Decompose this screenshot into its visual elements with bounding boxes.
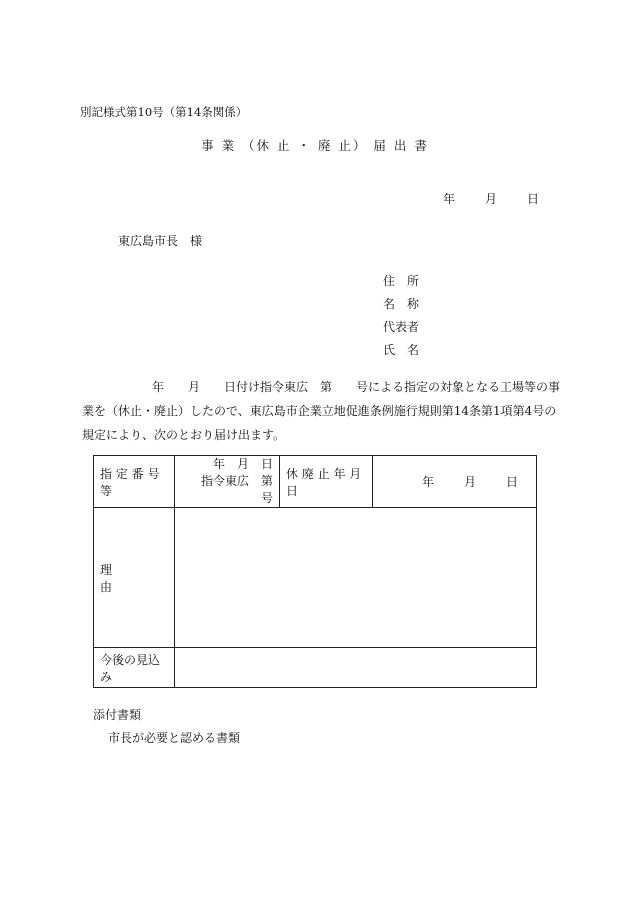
applicant-representative-label: 代表者: [383, 320, 420, 334]
date-month: 月: [485, 192, 498, 206]
attachments-heading: 添付書類: [93, 708, 142, 722]
designation-date: 年 月 日: [212, 457, 273, 471]
designation-number: 指令東広 第 号: [200, 474, 289, 505]
attachments-item: 市長が必要と認める書類: [108, 731, 241, 745]
outlook-label: 今後の見込み: [94, 648, 175, 688]
notification-table: [93, 455, 537, 688]
outlook-field[interactable]: [175, 648, 537, 688]
submission-date: [443, 190, 539, 207]
applicant-address-label: 住 所: [383, 274, 420, 288]
form-number: 別記様式第10号（第14条関係）: [80, 105, 248, 119]
applicant-name-label: 名 称: [383, 297, 420, 311]
closure-day: 日: [505, 475, 518, 489]
designation-label: 指 定 番 号 等: [94, 456, 175, 508]
closure-month: 月: [463, 475, 476, 489]
applicant-fullname-label: 氏 名: [383, 343, 420, 357]
date-day: 日: [527, 192, 540, 206]
addressee: 東広島市長 様: [118, 234, 203, 248]
closure-date-label: 休 廃 止 年 月 日: [280, 456, 373, 508]
designation-value: [175, 456, 289, 508]
body-line-3: 規定により、次のとおり届け出ます。: [82, 428, 286, 442]
body-paragraph: [80, 375, 561, 447]
body-line-2: 業を（休止・廃止）したので、東広島市企業立地促進条例施行規則第14条第1項第4号の: [82, 404, 557, 418]
reason-label: 理 由: [94, 508, 175, 648]
date-year: 年: [443, 192, 456, 206]
document-title: 事 業 （休 止 ・ 廃 止） 届 出 書: [201, 138, 429, 153]
closure-date-value: [373, 456, 537, 508]
body-line-1: 年 月 日付け指令東広 第 号による指定の対象となる工場等の事: [152, 380, 561, 394]
closure-year: 年: [421, 475, 434, 489]
reason-field[interactable]: [175, 508, 537, 648]
